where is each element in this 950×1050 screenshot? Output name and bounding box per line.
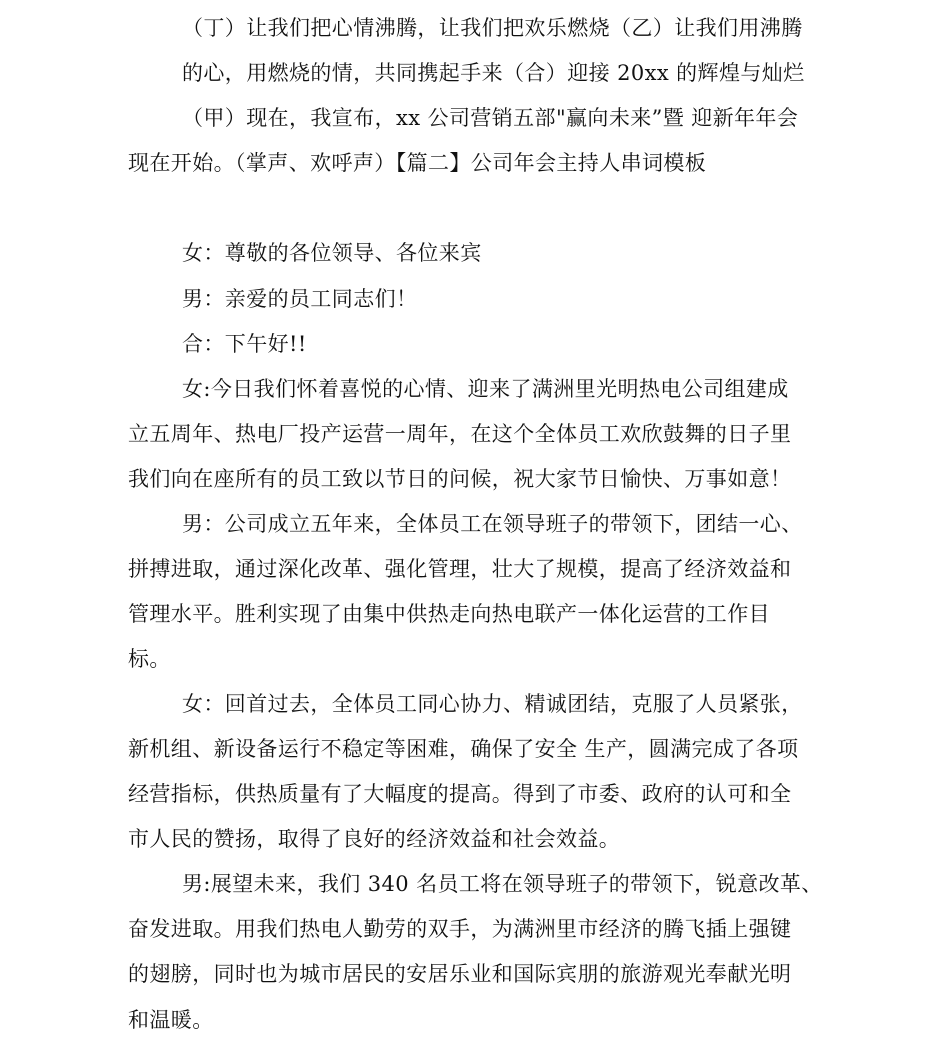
text-line: （丁）让我们把心情沸腾，让我们把欢乐燃烧（乙）让我们用沸腾 [182, 16, 803, 40]
text-line: 经营指标，供热质量有了大幅度的提高。得到了市委、政府的认可和全 [128, 782, 792, 806]
text-line: 女：回首过去，全体员工同心协力、精诚团结，克服了人员紧张， [182, 692, 803, 716]
text-line: 女:今日我们怀着喜悦的心情、迎来了满洲里光明热电公司组建成 [182, 377, 789, 401]
text-line: 男:展望未来，我们 340 名员工将在领导班子的带领下，锐意改革、 [182, 872, 823, 896]
text-line: 的翅膀，同时也为城市居民的安居乐业和国际宾朋的旅游观光奉献光明 [128, 962, 792, 986]
text-line: 奋发进取。用我们热电人勤劳的双手，为满洲里市经济的腾飞插上强键 [128, 917, 792, 941]
text-line: 拼搏进取，通过深化改革、强化管理，壮大了规模，提高了经济效益和 [128, 557, 792, 581]
text-line: 的心，用燃烧的情，共同携起手来（合）迎接 20xx 的辉煌与灿烂 [182, 61, 805, 85]
text-line: 立五周年、热电厂投产运营一周年，在这个全体员工欢欣鼓舞的日子里 [128, 422, 792, 446]
text-line: 男：公司成立五年来，全体员工在领导班子的带领下，团结一心、 [182, 512, 803, 536]
text-line: 我们向在座所有的员工致以节日的问候，祝大家节日愉快、万事如意！ [128, 467, 792, 491]
text-line: 男：亲爱的员工同志们！ [182, 287, 418, 311]
text-line: 标。 [128, 647, 171, 671]
text-line: （甲）现在，我宣布，xx 公司营销五部"赢向未来”暨 迎新年年会 [182, 106, 799, 130]
text-line: 女：尊敬的各位领导、各位来宾 [182, 241, 482, 265]
text-line: 合：下午好!! [182, 332, 307, 356]
text-line: 和温暖。 [128, 1008, 214, 1032]
text-line: 现在开始。（掌声、欢呼声）【篇二】公司年会主持人串词模板 [128, 151, 707, 175]
text-line: 管理水平。胜利实现了由集中供热走向热电联产一体化运营的工作目 [128, 602, 770, 626]
text-line: 新机组、新设备运行不稳定等困难，确保了安全 生产，圆满完成了各项 [128, 737, 799, 761]
text-line: 市人民的赞扬，取得了良好的经济效益和社会效益。 [128, 827, 621, 851]
